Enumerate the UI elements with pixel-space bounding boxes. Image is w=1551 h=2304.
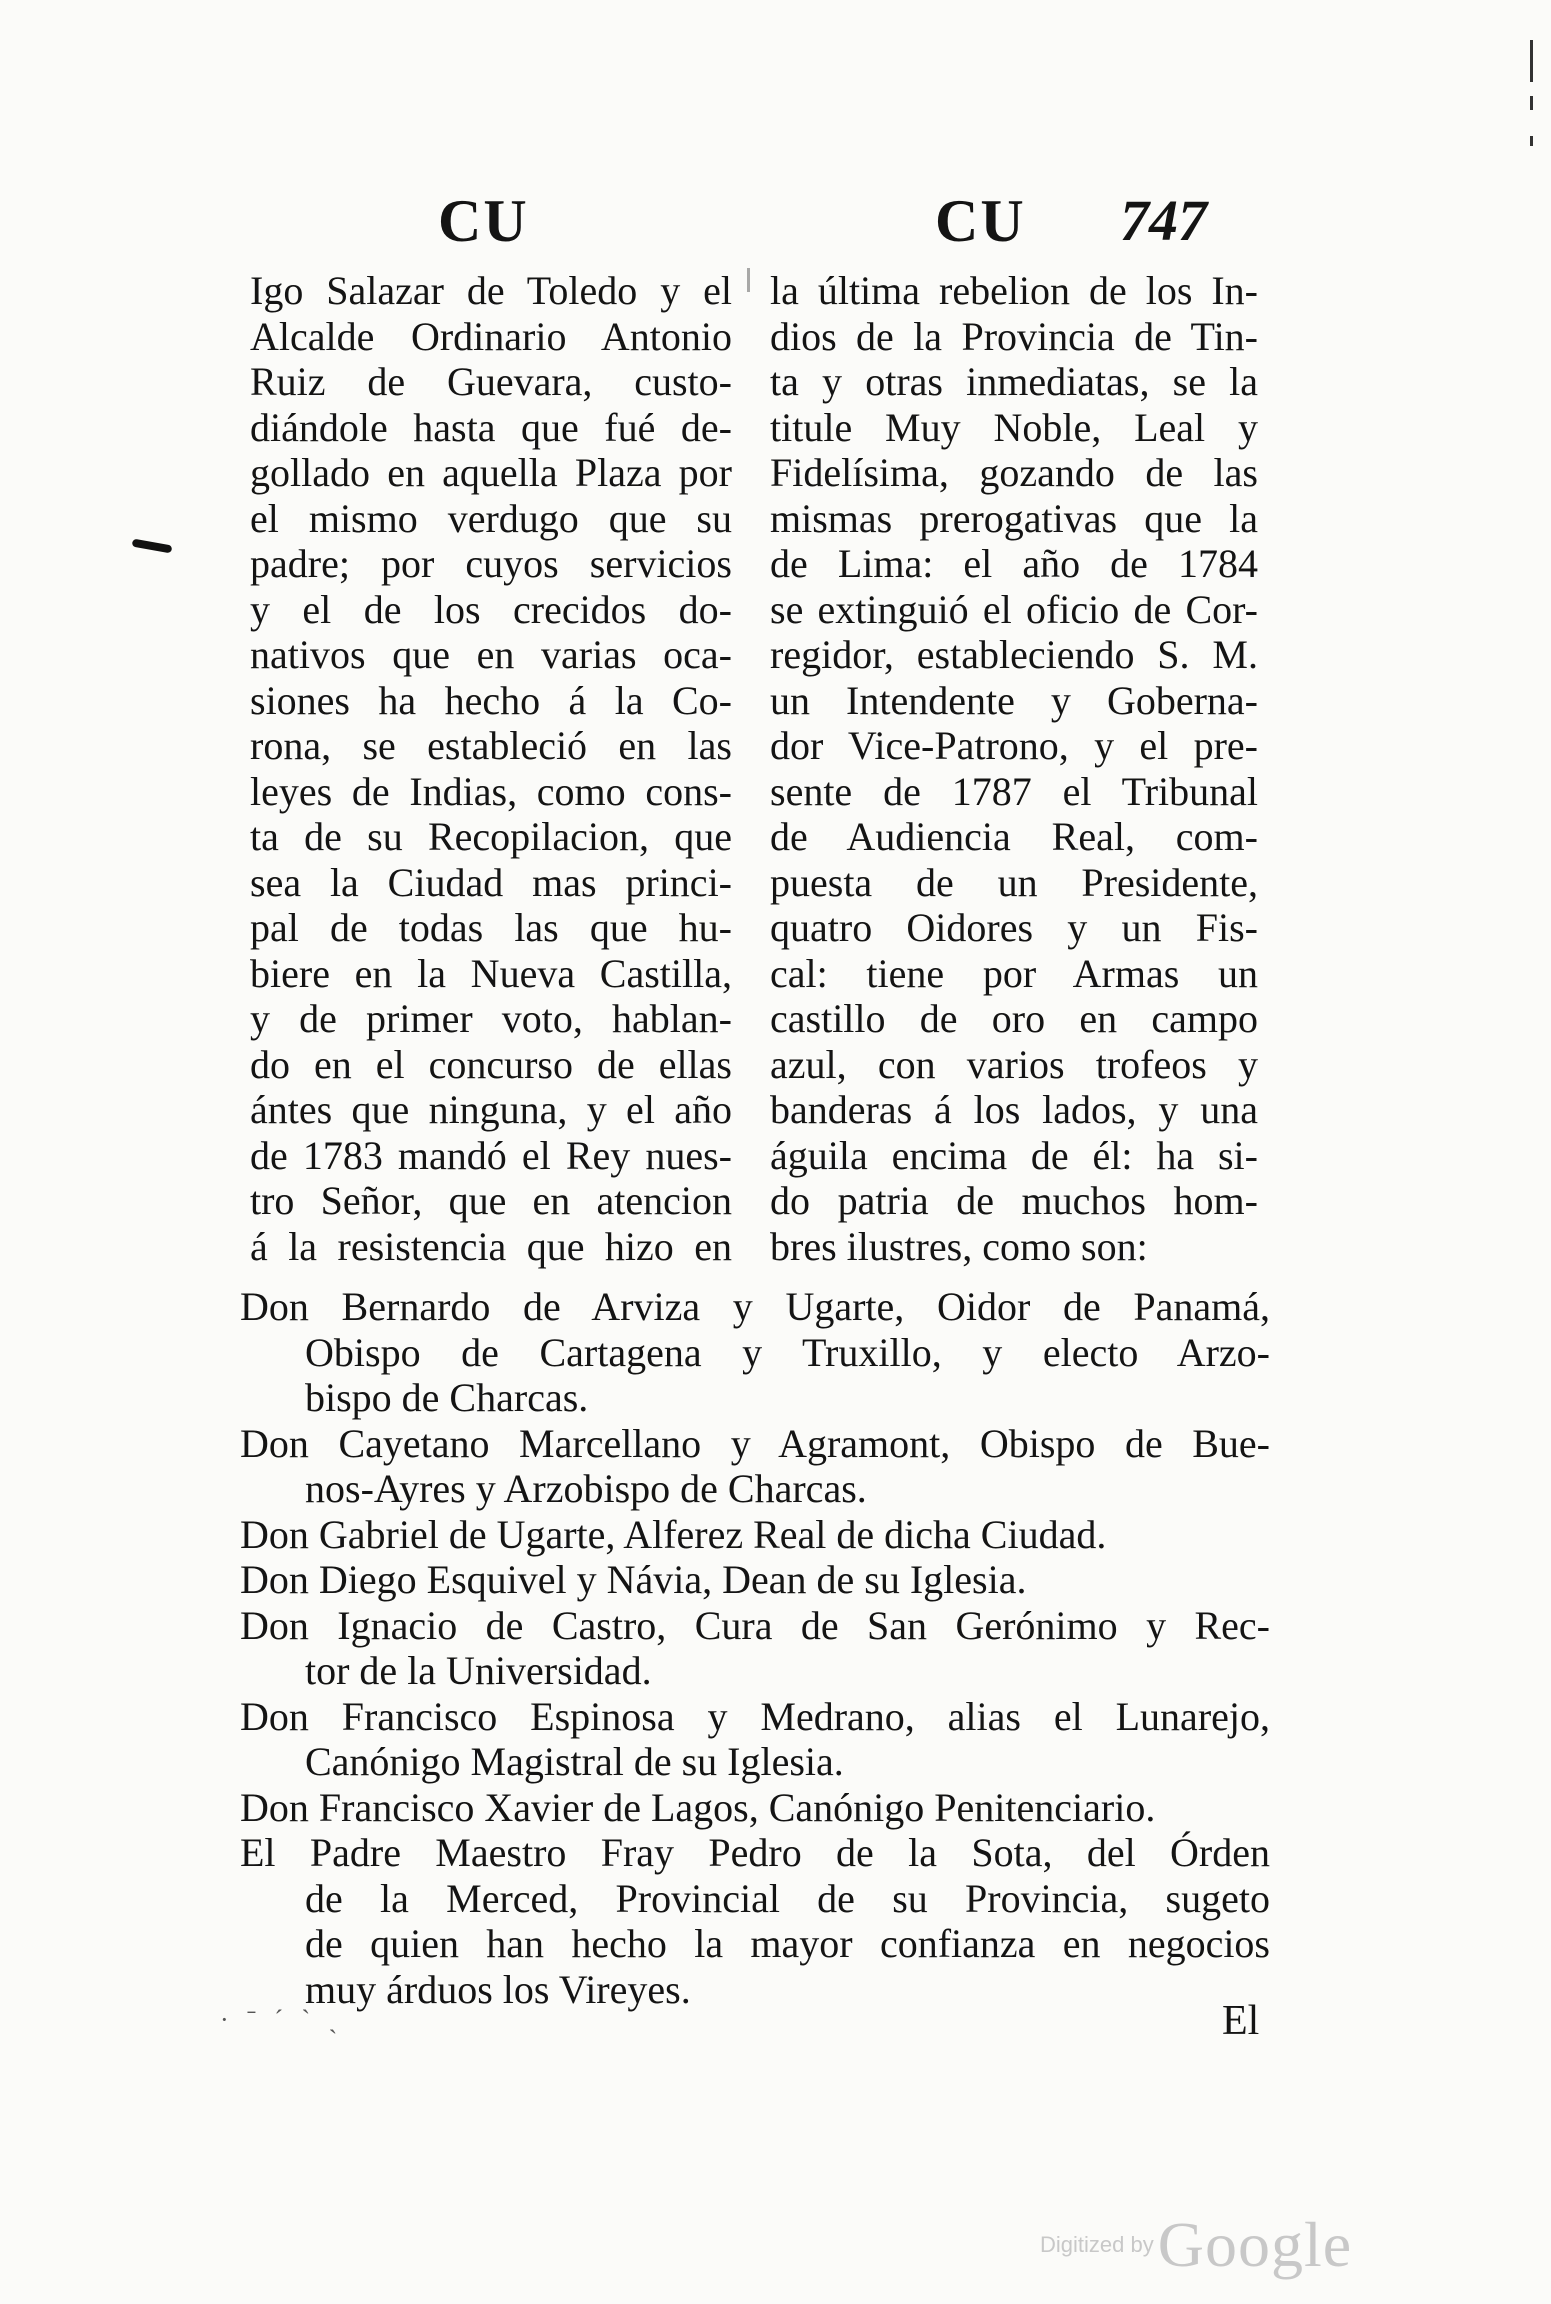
right-column-line: Fidelísima, gozando de las [770, 450, 1258, 495]
right-column-line: cal: tiene por Armas un [770, 950, 1258, 996]
list-entry-line: Don Cayetano Marcellano y Agramont, Obispo de Bue- [240, 1420, 1270, 1466]
edge-mark [1530, 136, 1533, 146]
left-column-line: pal de todas las que hu- [250, 905, 732, 950]
google-logo: Google [1157, 2209, 1353, 2280]
list-entry [240, 1694, 1270, 1785]
right-column-line: la última rebelion de los In- [770, 268, 1258, 313]
right-column-line: de Audiencia Real, com- [770, 814, 1258, 859]
left-column-line: siones ha hecho á la Co- [250, 677, 732, 723]
ink-specks: · ˉ ˊ ˋ ˎ [220, 2005, 344, 2034]
left-column-line: leyes de Indias, como cons- [250, 768, 732, 814]
left-column-line: sea la Ciudad mas princi- [250, 859, 732, 905]
left-column-line: gollado en aquella Plaza por [250, 450, 732, 495]
list-entry-line: Canónigo Magistral de su Iglesia. [305, 1739, 844, 1784]
right-column-line: bres ilustres, como son: [770, 1223, 1148, 1269]
right-column-line: azul, con varios trofeos y [770, 1041, 1258, 1087]
list-entry [240, 1557, 1270, 1603]
list-entry [240, 1512, 1270, 1558]
left-column-line: el mismo verdugo que su [250, 495, 732, 541]
list-entry-line: tor de la Universidad. [305, 1648, 652, 1693]
catchword: El [1222, 1998, 1260, 2044]
right-column-line: do patria de muchos hom- [770, 1178, 1258, 1223]
list-entry [240, 1603, 1270, 1694]
list-entry-line: El Padre Maestro Fray Pedro de la Sota, del Órden [240, 1830, 1270, 1875]
left-column-line: á la resistencia que hizo en [250, 1223, 732, 1269]
right-column-line: de Lima: el año de 1784 [770, 541, 1258, 586]
list-entry [240, 1421, 1270, 1512]
list-entry-line: Obispo de Cartagena y Truxillo, y electo Arzo- [305, 1329, 1270, 1375]
left-column-line: tro Señor, que en atencion [250, 1178, 732, 1223]
list-entry-line: bispo de Charcas. [305, 1375, 589, 1420]
running-head-right: CU [935, 188, 1026, 254]
right-column-line: banderas á los lados, y una [770, 1087, 1258, 1132]
left-column-line: Alcalde Ordinario Antonio [250, 313, 732, 359]
watermark-prefix: Digitized by [1040, 2232, 1154, 2257]
right-column-line: águila encima de él: ha si- [770, 1132, 1258, 1178]
list-entry-line: Don Diego Esquivel y Návia, Dean de su Iglesia. [240, 1557, 1027, 1602]
left-column-line: rona, se estableció en las [250, 723, 732, 768]
list-entry-line: Don Francisco Xavier de Lagos, Canónigo Penitenciario. [240, 1784, 1156, 1830]
left-column-line: ta de su Recopilacion, que [250, 814, 732, 859]
list-entry-line: Don Francisco Espinosa y Medrano, alias el Lunarejo, [240, 1693, 1270, 1739]
left-column [250, 268, 732, 1269]
left-column-line: y de primer voto, hablan- [250, 996, 732, 1041]
left-column-line: padre; por cuyos servicios [250, 541, 732, 586]
list-entry-line: muy árduos los Vireyes. [305, 1966, 691, 2012]
left-column-line: do en el concurso de ellas [250, 1041, 732, 1087]
left-column-line: nativos que en varias oca- [250, 632, 732, 677]
right-column-line: regidor, estableciendo S. M. [770, 632, 1258, 677]
ink-blot [132, 539, 173, 554]
right-column-line: castillo de oro en campo [770, 996, 1258, 1041]
right-column-line: un Intendente y Goberna- [770, 677, 1258, 723]
list-entry [240, 1785, 1270, 1831]
list-entry-line: Don Gabriel de Ugarte, Alferez Real de dicha Ciudad. [240, 1511, 1107, 1557]
illustrious-people-list [240, 1284, 1270, 2012]
list-entry-line: de quien han hecho la mayor confianza en negocios [305, 1921, 1270, 1966]
right-column-line: quatro Oidores y un Fis- [770, 905, 1258, 950]
edge-mark [1530, 96, 1533, 110]
right-column-line: se extinguió el oficio de Cor- [770, 586, 1258, 632]
left-column-line: Igo Salazar de Toledo y el [250, 268, 732, 313]
list-entry [240, 1830, 1270, 2012]
running-head-left: CU [438, 188, 529, 254]
edge-mark [1530, 40, 1533, 82]
list-entry-line: nos-Ayres y Arzobispo de Charcas. [305, 1466, 867, 1511]
digitized-watermark [1040, 2208, 1352, 2278]
left-column-line: biere en la Nueva Castilla, [250, 950, 732, 996]
page-number: 747 [1120, 188, 1207, 253]
right-column-line: dios de la Provincia de Tin- [770, 313, 1258, 359]
list-entry-line: Don Bernardo de Arviza y Ugarte, Oidor de Panamá, [240, 1284, 1270, 1329]
left-column-line: Ruiz de Guevara, custo- [250, 359, 732, 404]
column-divider [747, 268, 750, 292]
right-column-line: ta y otras inmediatas, se la [770, 359, 1258, 404]
right-column-line: dor Vice-Patrono, y el pre- [770, 723, 1258, 768]
list-entry-line: Don Ignacio de Castro, Cura de San Gerónimo y Rec- [240, 1602, 1270, 1648]
list-entry [240, 1284, 1270, 1421]
right-column-line: sente de 1787 el Tribunal [770, 768, 1258, 814]
right-column [770, 268, 1258, 1269]
left-column-line: ántes que ninguna, y el año [250, 1087, 732, 1132]
right-column-line: puesta de un Presidente, [770, 859, 1258, 905]
right-column-line: titule Muy Noble, Leal y [770, 404, 1258, 450]
left-column-line: diándole hasta que fué de- [250, 404, 732, 450]
list-entry-line: de la Merced, Provincial de su Provincia, sugeto [305, 1875, 1270, 1921]
left-column-line: y el de los crecidos do- [250, 586, 732, 632]
left-column-line: de 1783 mandó el Rey nues- [250, 1132, 732, 1178]
right-column-line: mismas prerogativas que la [770, 495, 1258, 541]
